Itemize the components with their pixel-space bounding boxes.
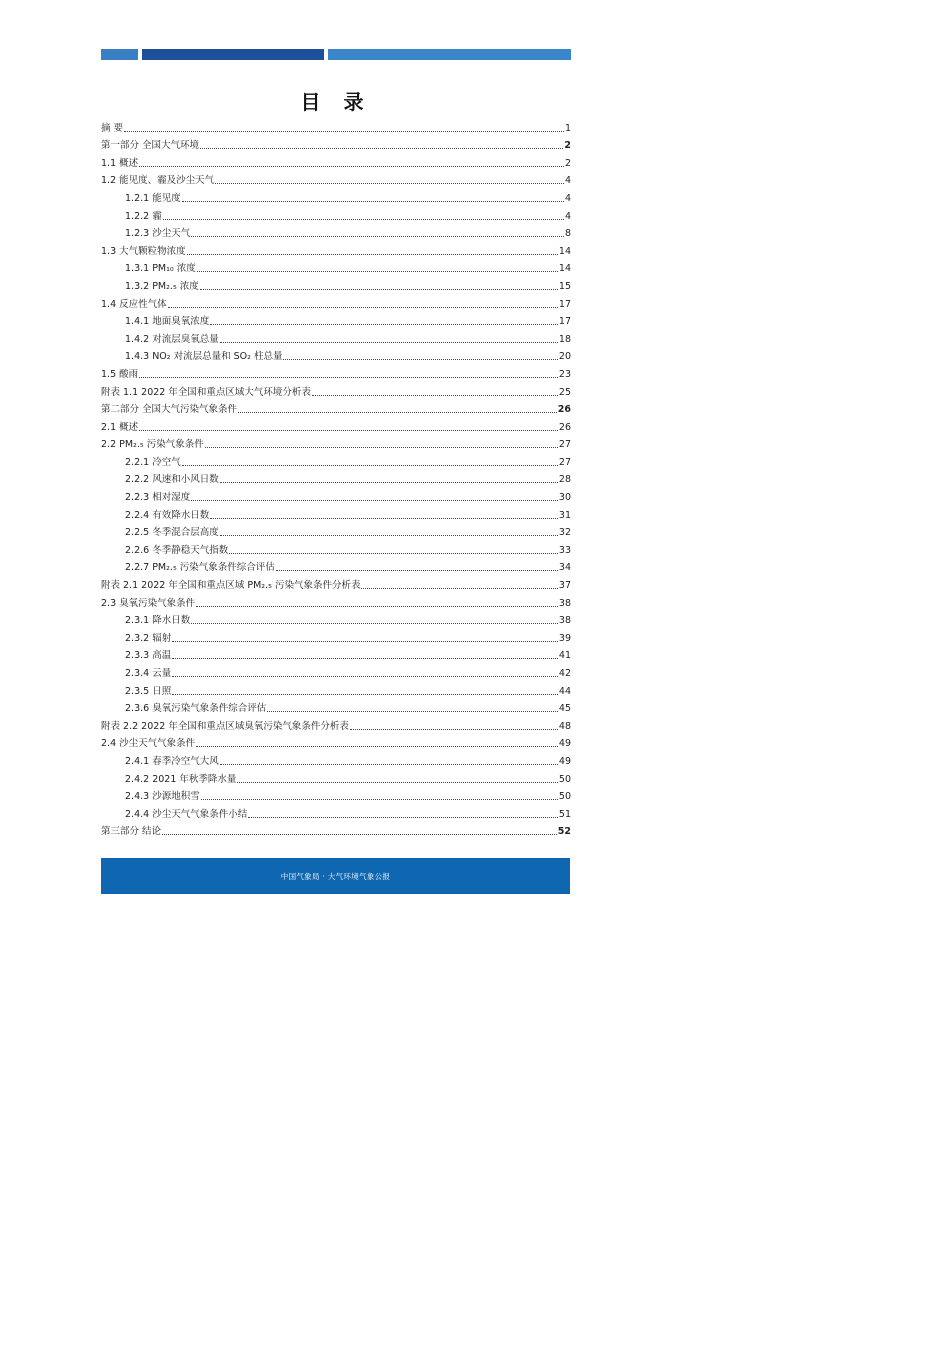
toc-entry-label: 2.3.4 云量 bbox=[125, 668, 172, 679]
toc-entry-label: 2.2 PM₂.₅ 污染气象条件 bbox=[101, 439, 204, 451]
toc-entry-page-number: 30 bbox=[558, 492, 571, 504]
header-bar-right bbox=[328, 49, 571, 60]
toc-dot-leader bbox=[172, 675, 558, 677]
toc-dot-leader bbox=[197, 270, 558, 272]
toc-entry-page-number: 50 bbox=[558, 791, 571, 803]
toc-entry-page-number: 48 bbox=[558, 720, 571, 732]
toc-entry-label: 2.2.5 冬季混合层高度 bbox=[125, 527, 219, 539]
toc-entry-page-number: 25 bbox=[558, 386, 571, 398]
toc-entry-label: 2.3 臭氧污染气象条件 bbox=[101, 597, 196, 609]
toc-entry[interactable] bbox=[101, 733, 571, 751]
toc-entry-page-number: 4 bbox=[564, 210, 571, 222]
toc-entry-page-number: 26 bbox=[558, 421, 571, 433]
toc-entry-label: 1.2.1 能见度 bbox=[125, 192, 181, 204]
toc-entry-page-number: 37 bbox=[558, 580, 571, 592]
toc-entry-label: 第二部分 全国大气污染气象条件 bbox=[101, 404, 238, 416]
toc-entry-label: 1.3.1 PM₁₀ 浓度 bbox=[125, 263, 196, 275]
toc-dot-leader bbox=[187, 253, 558, 255]
toc-entry-page-number: 44 bbox=[558, 685, 571, 697]
toc-entry[interactable] bbox=[101, 399, 571, 417]
toc-entry-page-number: 14 bbox=[558, 263, 571, 275]
toc-entry-page-number: 34 bbox=[558, 562, 571, 574]
toc-entry-label: 第一部分 全国大气环境 bbox=[101, 140, 200, 152]
toc-entry[interactable] bbox=[101, 240, 571, 258]
toc-entry-label: 2.3.2 辐射 bbox=[125, 632, 172, 644]
toc-dot-leader bbox=[191, 499, 558, 501]
toc-entry-page-number: 2 bbox=[564, 140, 571, 152]
toc-entry[interactable] bbox=[101, 434, 571, 452]
toc-entry[interactable] bbox=[101, 539, 571, 557]
toc-entry-page-number: 27 bbox=[558, 439, 571, 451]
toc-entry-label: 附表 1.1 2022 年全国和重点区域大气环境分析表 bbox=[101, 386, 311, 398]
toc-entry[interactable] bbox=[101, 557, 571, 575]
toc-entry-label: 2.1 概述 bbox=[101, 421, 139, 433]
toc-entry[interactable] bbox=[101, 592, 571, 610]
toc-entry-page-number: 39 bbox=[558, 632, 571, 644]
header-color-bars bbox=[101, 49, 571, 60]
toc-dot-leader bbox=[361, 587, 557, 589]
toc-entry-label: 第三部分 结论 bbox=[101, 826, 162, 838]
toc-dot-leader bbox=[210, 517, 558, 519]
toc-dot-leader bbox=[200, 147, 563, 149]
toc-entry[interactable] bbox=[101, 275, 571, 293]
toc-dot-leader bbox=[237, 781, 558, 783]
toc-entry-label: 1.4.1 地面臭氧浓度 bbox=[125, 316, 210, 328]
toc-entry-page-number: 31 bbox=[558, 509, 571, 521]
toc-entry-label: 1.4.3 NO₂ 对流层总量和 SO₂ 柱总量 bbox=[125, 351, 283, 363]
toc-entry-label: 1.2.3 沙尘天气 bbox=[125, 228, 191, 240]
toc-entry-page-number: 49 bbox=[558, 738, 571, 750]
toc-entry[interactable] bbox=[101, 170, 571, 188]
toc-entry[interactable] bbox=[101, 768, 571, 786]
toc-dot-leader bbox=[196, 605, 558, 607]
toc-entry[interactable] bbox=[101, 469, 571, 487]
toc-entry[interactable] bbox=[101, 504, 571, 522]
footer-text: 中国气象局 · 大气环境气象公报 bbox=[280, 871, 391, 881]
toc-dot-leader bbox=[220, 341, 558, 343]
toc-entry-label: 1.5 酸雨 bbox=[101, 368, 139, 380]
toc-dot-leader bbox=[283, 358, 557, 360]
toc-entry[interactable] bbox=[101, 205, 571, 223]
toc-entry-page-number: 1 bbox=[564, 122, 571, 134]
toc-entry-page-number: 28 bbox=[558, 474, 571, 486]
toc-entry[interactable] bbox=[101, 680, 571, 698]
toc-entry[interactable] bbox=[101, 821, 571, 839]
toc-dot-leader bbox=[182, 200, 564, 202]
toc-dot-leader bbox=[276, 569, 558, 571]
toc-entry[interactable] bbox=[101, 645, 571, 663]
toc-entry-page-number: 14 bbox=[558, 245, 571, 257]
toc-dot-leader bbox=[229, 552, 558, 554]
toc-entry[interactable] bbox=[101, 135, 571, 153]
toc-entry-page-number: 20 bbox=[558, 351, 571, 363]
toc-entry[interactable] bbox=[101, 786, 571, 804]
toc-entry-label: 2.3.1 降水日数 bbox=[125, 615, 191, 627]
toc-dot-leader bbox=[200, 288, 558, 290]
toc-entry[interactable] bbox=[101, 363, 571, 381]
toc-entry[interactable] bbox=[101, 662, 571, 680]
toc-dot-leader bbox=[172, 693, 558, 695]
toc-dot-leader bbox=[196, 745, 558, 747]
toc-dot-leader bbox=[139, 165, 564, 167]
toc-entry-label: 2.2.2 风速和小风日数 bbox=[125, 474, 219, 486]
toc-entry-label: 2.2.3 相对湿度 bbox=[125, 492, 191, 504]
toc-entry-label: 1.4.2 对流层臭氧总量 bbox=[125, 333, 219, 345]
toc-entry-label: 2.2.1 冷空气 bbox=[125, 456, 181, 468]
toc-entry-label: 1.3 大气颗粒物浓度 bbox=[101, 245, 186, 257]
toc-dot-leader bbox=[267, 710, 558, 712]
toc-dot-leader bbox=[220, 534, 558, 536]
toc-entry[interactable] bbox=[101, 187, 571, 205]
toc-entry-page-number: 52 bbox=[557, 826, 571, 838]
toc-entry-page-number: 45 bbox=[558, 703, 571, 715]
toc-entry-page-number: 26 bbox=[557, 404, 571, 416]
toc-entry-label: 2.2.7 PM₂.₅ 污染气象条件综合评估 bbox=[125, 562, 275, 574]
toc-dot-leader bbox=[312, 394, 558, 396]
toc-entry[interactable] bbox=[101, 610, 571, 628]
toc-entry-label: 1.2 能见度、霾及沙尘天气 bbox=[101, 175, 215, 187]
toc-entry[interactable] bbox=[101, 750, 571, 768]
toc-entry[interactable] bbox=[101, 328, 571, 346]
toc-entry-page-number: 41 bbox=[558, 650, 571, 662]
toc-entry[interactable] bbox=[101, 522, 571, 540]
toc-entry-page-number: 49 bbox=[558, 755, 571, 767]
toc-entry[interactable] bbox=[101, 117, 571, 135]
toc-entry-page-number: 50 bbox=[558, 773, 571, 785]
toc-dot-leader bbox=[350, 728, 558, 730]
toc-entry[interactable] bbox=[101, 293, 571, 311]
toc-entry-page-number: 18 bbox=[558, 333, 571, 345]
toc-entry-page-number: 4 bbox=[564, 175, 571, 187]
toc-dot-leader bbox=[220, 481, 558, 483]
toc-dot-leader bbox=[139, 429, 558, 431]
toc-entry-page-number: 32 bbox=[558, 527, 571, 539]
toc-entry[interactable] bbox=[101, 451, 571, 469]
toc-entry-page-number: 2 bbox=[564, 157, 571, 169]
toc-entry-label: 1.1 概述 bbox=[101, 157, 139, 169]
toc-dot-leader bbox=[139, 376, 558, 378]
toc-dot-leader bbox=[205, 446, 558, 448]
toc-dot-leader bbox=[172, 640, 558, 642]
toc-entry-label: 附表 2.2 2022 年全国和重点区域臭氧污染气象条件分析表 bbox=[101, 720, 349, 732]
toc-dot-leader bbox=[168, 306, 558, 308]
toc-entry-page-number: 42 bbox=[558, 668, 571, 679]
toc-entry-page-number: 33 bbox=[558, 544, 571, 556]
toc-dot-leader bbox=[220, 763, 558, 765]
toc-entry-page-number: 17 bbox=[558, 298, 571, 310]
toc-entry-label: 2.4.3 沙源地积雪 bbox=[125, 791, 200, 803]
footer-band bbox=[101, 858, 570, 894]
table-of-contents bbox=[101, 117, 571, 838]
toc-entry-page-number: 38 bbox=[558, 615, 571, 627]
page-title: 目 录 bbox=[300, 90, 372, 114]
toc-dot-leader bbox=[172, 657, 558, 659]
toc-entry[interactable] bbox=[101, 698, 571, 716]
toc-entry[interactable] bbox=[101, 311, 571, 329]
toc-dot-leader bbox=[124, 130, 564, 132]
toc-entry-label: 2.2.4 有效降水日数 bbox=[125, 509, 210, 521]
toc-entry-page-number: 4 bbox=[564, 192, 571, 204]
toc-entry-label: 1.4 反应性气体 bbox=[101, 298, 167, 310]
toc-entry-page-number: 38 bbox=[558, 597, 571, 609]
toc-entry[interactable] bbox=[101, 223, 571, 241]
toc-entry[interactable] bbox=[101, 258, 571, 276]
toc-dot-leader bbox=[248, 816, 558, 818]
toc-dot-leader bbox=[238, 411, 557, 413]
toc-entry-label: 2.4.4 沙尘天气气象条件小结 bbox=[125, 808, 248, 820]
toc-entry[interactable] bbox=[101, 346, 571, 364]
toc-dot-leader bbox=[191, 622, 558, 624]
toc-entry-page-number: 17 bbox=[558, 316, 571, 328]
toc-dot-leader bbox=[201, 798, 558, 800]
toc-entry[interactable] bbox=[101, 627, 571, 645]
toc-entry-page-number: 27 bbox=[558, 456, 571, 468]
toc-entry-label: 摘 要 bbox=[101, 122, 124, 134]
toc-entry-label: 2.3.5 日照 bbox=[125, 685, 172, 697]
toc-entry[interactable] bbox=[101, 381, 571, 399]
toc-entry-label: 2.2.6 冬季静稳天气指数 bbox=[125, 544, 229, 556]
toc-dot-leader bbox=[215, 182, 564, 184]
toc-entry[interactable] bbox=[101, 486, 571, 504]
toc-entry[interactable] bbox=[101, 574, 571, 592]
toc-dot-leader bbox=[191, 235, 564, 237]
toc-entry-page-number: 15 bbox=[558, 280, 571, 292]
toc-entry-label: 2.3.3 高温 bbox=[125, 650, 172, 662]
toc-entry-label: 2.4 沙尘天气气象条件 bbox=[101, 738, 196, 750]
toc-entry-label: 2.4.1 春季冷空气大风 bbox=[125, 755, 219, 767]
toc-entry-label: 附表 2.1 2022 年全国和重点区域 PM₂.₅ 污染气象条件分析表 bbox=[101, 580, 361, 592]
toc-entry[interactable] bbox=[101, 416, 571, 434]
header-bar-left bbox=[101, 49, 138, 60]
toc-entry-page-number: 23 bbox=[558, 368, 571, 380]
toc-entry-page-number: 8 bbox=[564, 228, 571, 240]
toc-entry[interactable] bbox=[101, 715, 571, 733]
toc-entry-label: 2.3.6 臭氧污染气象条件综合评估 bbox=[125, 703, 267, 715]
toc-dot-leader bbox=[210, 323, 558, 325]
toc-entry-label: 1.3.2 PM₂.₅ 浓度 bbox=[125, 280, 199, 292]
toc-entry[interactable] bbox=[101, 803, 571, 821]
toc-entry-page-number: 51 bbox=[558, 808, 571, 820]
toc-dot-leader bbox=[163, 218, 564, 220]
toc-entry[interactable] bbox=[101, 152, 571, 170]
toc-dot-leader bbox=[162, 833, 557, 835]
header-bar-middle bbox=[142, 49, 324, 60]
toc-entry-label: 2.4.2 2021 年秋季降水量 bbox=[125, 773, 237, 785]
toc-dot-leader bbox=[182, 464, 558, 466]
toc-entry-label: 1.2.2 霾 bbox=[125, 210, 162, 222]
